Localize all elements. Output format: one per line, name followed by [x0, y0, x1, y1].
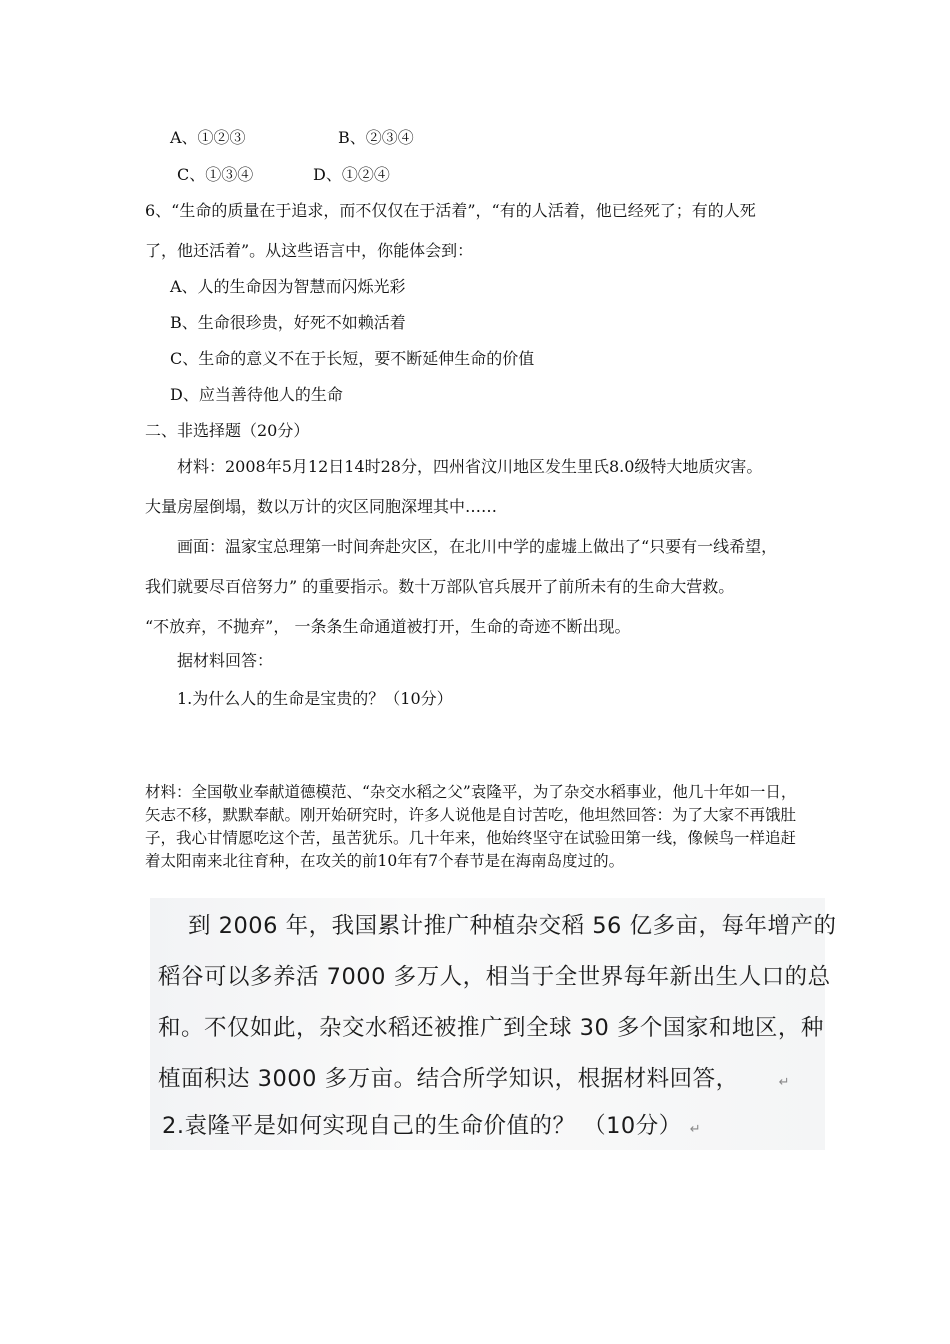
q6-option-a: A、人的生命因为智慧而闪烁光彩 [170, 277, 406, 296]
photo-line4-text: 植面积达 3000 多万亩。结合所学知识，根据材料回答， [158, 1066, 739, 1092]
question-1: 1.为什么人的生命是宝贵的？（10分） [177, 689, 453, 708]
question-2-text: 2.袁隆平是如何实现自己的生命价值的？ （10分） [162, 1113, 682, 1139]
photo-line4 [158, 1061, 790, 1093]
section-heading: 二、非选择题（20分） [145, 421, 310, 440]
return-mark-icon: ↵ [778, 1075, 790, 1090]
scene-line1: 画面：温家宝总理第一时间奔赴灾区，在北川中学的虚墟上做出了“只要有一线希望， [177, 537, 778, 556]
question-2 [162, 1108, 701, 1140]
photo-line1: 到 2006 年，我国累计推广种植杂交稻 56 亿多亩，每年增产的 [188, 913, 837, 939]
answer-prompt: 据材料回答： [177, 651, 274, 670]
q6-option-d: D、应当善待他人的生命 [170, 385, 343, 404]
option-d: D、①②④ [313, 165, 390, 184]
scanned-text-image [150, 898, 837, 1150]
material2-paragraph: 材料：全国敬业奉献道德模范、“杂交水稻之父”袁隆平，为了杂交水稻事业，他几十年如一日，矢志不移，默默奉献。刚开始研究时，许多人说他是自讨苦吃，他坦然回答：为了大家不再饿肚子，我心甘情愿吃这个苦，虽苦犹乐。几十年来，他始终坚守在试验田第一线，像候鸟一样追赶着太阳南来北往育种，在攻关的前10年有7个春节是在海南岛度过的。 [145, 783, 797, 870]
option-a: A、①②③ [170, 128, 246, 147]
material-line2: 大量房屋倒塌，数以万计的灾区同胞深埋其中…… [145, 497, 498, 516]
q6-stem-line2: 了，他还活着”。从这些语言中，你能体会到： [145, 241, 474, 260]
option-c: C、①③④ [177, 165, 254, 184]
return-mark-icon-2: ↵ [689, 1122, 702, 1137]
material-line1: 材料：2008年5月12日14时28分，四州省汶川地区发生里氏8.0级特大地质灾害。 [177, 457, 763, 476]
photo-line2: 稻谷可以多养活 7000 多万人，相当于全世界每年新出生人口的总 [158, 964, 831, 990]
q6-stem-line1: 6、“生命的质量在于追求，而不仅仅在于活着”，“有的人活着，他已经死了；有的人死 [145, 201, 756, 220]
scene-line2: 我们就要尽百倍努力” 的重要指示。数十万部队官兵展开了前所未有的生命大营救。 [145, 577, 735, 596]
photo-line3: 和。不仅如此，杂交水稻还被推广到全球 30 多个国家和地区，种 [158, 1015, 824, 1041]
q6-option-c: C、生命的意义不在于长短，要不断延伸生命的价值 [170, 349, 535, 368]
scene-line3: “不放弃，不抛弃”， 一条条生命通道被打开，生命的奇迹不断出现。 [145, 617, 631, 636]
q6-option-b: B、生命很珍贵，好死不如赖活着 [170, 313, 406, 332]
option-b: B、②③④ [338, 128, 414, 147]
